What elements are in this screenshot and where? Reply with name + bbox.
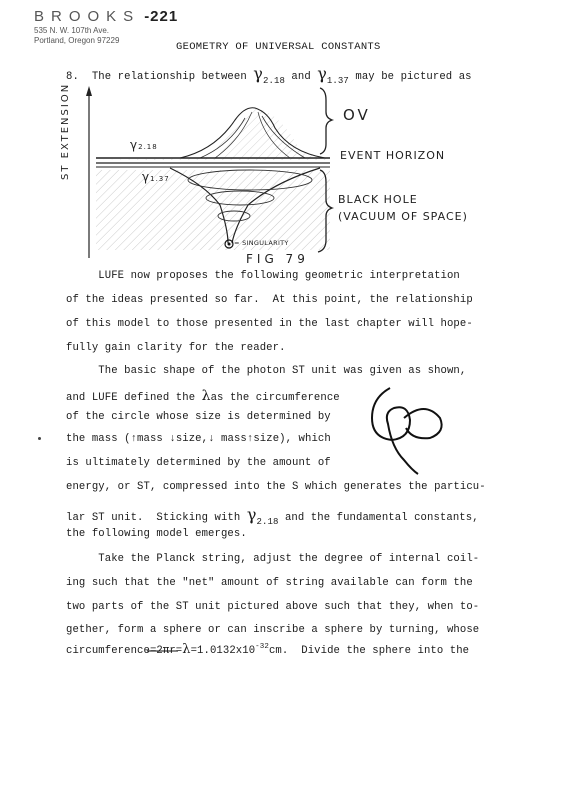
label-event-horizon: EVENT HORIZON: [340, 149, 446, 162]
label-singularity: = SINGULARITY: [234, 239, 289, 247]
gamma-subscript: 2.18: [256, 517, 279, 527]
gamma-symbol: γ: [142, 170, 151, 184]
text-span: =1.0132x10: [190, 645, 256, 657]
gamma-subscript: 1.37: [326, 76, 349, 86]
gamma-symbol: γ: [246, 505, 257, 524]
figure-caption: FIG 79: [246, 252, 309, 266]
paragraph-line: [66, 642, 469, 657]
ov-brace: [320, 88, 332, 154]
stamp-city: Portland, Oregon 97229: [34, 36, 120, 45]
gamma-symbol: γ: [317, 64, 327, 83]
gamma-subscript: 2.18: [262, 76, 285, 86]
paragraph-line: is ultimately determined by the amount of: [66, 457, 331, 469]
page-number: -221: [144, 8, 179, 25]
lambda-symbol: λ: [201, 388, 211, 404]
lambda-symbol: λ: [182, 642, 191, 657]
paragraph-line: Take the Planck string, adjust the degree of internal coil-: [66, 553, 480, 565]
label-black-hole: BLACK HOLE: [338, 193, 418, 206]
arrow-up-icon: ↑: [246, 433, 254, 445]
paragraph-line: [66, 505, 479, 527]
intro-mid: and: [284, 71, 318, 83]
text-span: circumference=2πr=: [66, 645, 183, 657]
paragraph-line: two parts of the ST unit pictured above such that they, when to-: [66, 601, 480, 613]
photon-st-unit-sketch: [372, 388, 418, 474]
paragraph-line: the following model emerges.: [66, 528, 247, 540]
paragraph-line: gether, form a sphere or can inscribe a sphere by turning, whose: [66, 624, 480, 636]
text-span: as the circumference: [210, 392, 340, 404]
exponent: -32: [255, 643, 269, 651]
label-ov: OV: [343, 106, 371, 124]
black-hole-hatching: [96, 170, 330, 250]
gamma-subscript: 1.37: [150, 175, 170, 183]
axis-label: ST EXTENSION: [60, 82, 71, 180]
text-span: the mass (: [66, 433, 131, 445]
margin-dot: [38, 437, 41, 440]
paragraph-line: of the circle whose size is determined by: [66, 411, 331, 423]
text-span: and LUFE defined the: [66, 392, 202, 404]
text-span: cm. Divide the sphere into the: [268, 645, 470, 657]
arrow-up-icon: [86, 86, 92, 96]
paragraph-line: of the ideas presented so far. At this point, the relationship: [66, 294, 473, 306]
text-span: mass: [137, 433, 170, 445]
text-span: and the fundamental constants,: [278, 512, 479, 524]
page-title: GEOMETRY OF UNIVERSAL CONSTANTS: [176, 41, 381, 53]
intro-suffix: may be pictured as: [348, 71, 472, 83]
label-gamma-137: [142, 170, 170, 184]
paragraph-line: LUFE now proposes the following geometric interpretation: [66, 270, 460, 282]
text-span: size,: [175, 433, 209, 445]
stamp-name: BROOKS: [34, 8, 141, 25]
paragraph-line: ing such that the "net" amount of string available can form the: [66, 577, 473, 589]
arrow-down-icon: ↓: [208, 433, 215, 445]
gamma-symbol: γ: [130, 138, 139, 152]
stamp-address: 535 N. W. 107th Ave.: [34, 26, 110, 35]
text-span: size), which: [253, 433, 331, 445]
text-span: lar ST unit. Sticking with: [66, 512, 247, 524]
paragraph-line: fully gain clarity for the reader.: [66, 342, 286, 354]
arrow-up-icon: ↑: [130, 433, 138, 445]
paragraph-line: [66, 433, 331, 445]
paragraph-line: of this model to those presented in the last chapter will hope-: [66, 318, 473, 330]
label-vacuum: (VACUUM OF SPACE): [338, 210, 468, 223]
intro-prefix: 8. The relationship between: [66, 71, 254, 83]
gamma-symbol: γ: [253, 64, 263, 83]
text-span: mass: [214, 433, 247, 445]
paragraph-line: [66, 388, 340, 404]
label-gamma-218: [130, 138, 158, 152]
gamma-subscript: 2.18: [138, 143, 158, 151]
arrow-down-icon: ↓: [169, 433, 176, 445]
paragraph-line: energy, or ST, compressed into the S which generates the particu-: [66, 481, 486, 493]
paragraph-line: The basic shape of the photon ST unit was given as shown,: [66, 365, 467, 377]
